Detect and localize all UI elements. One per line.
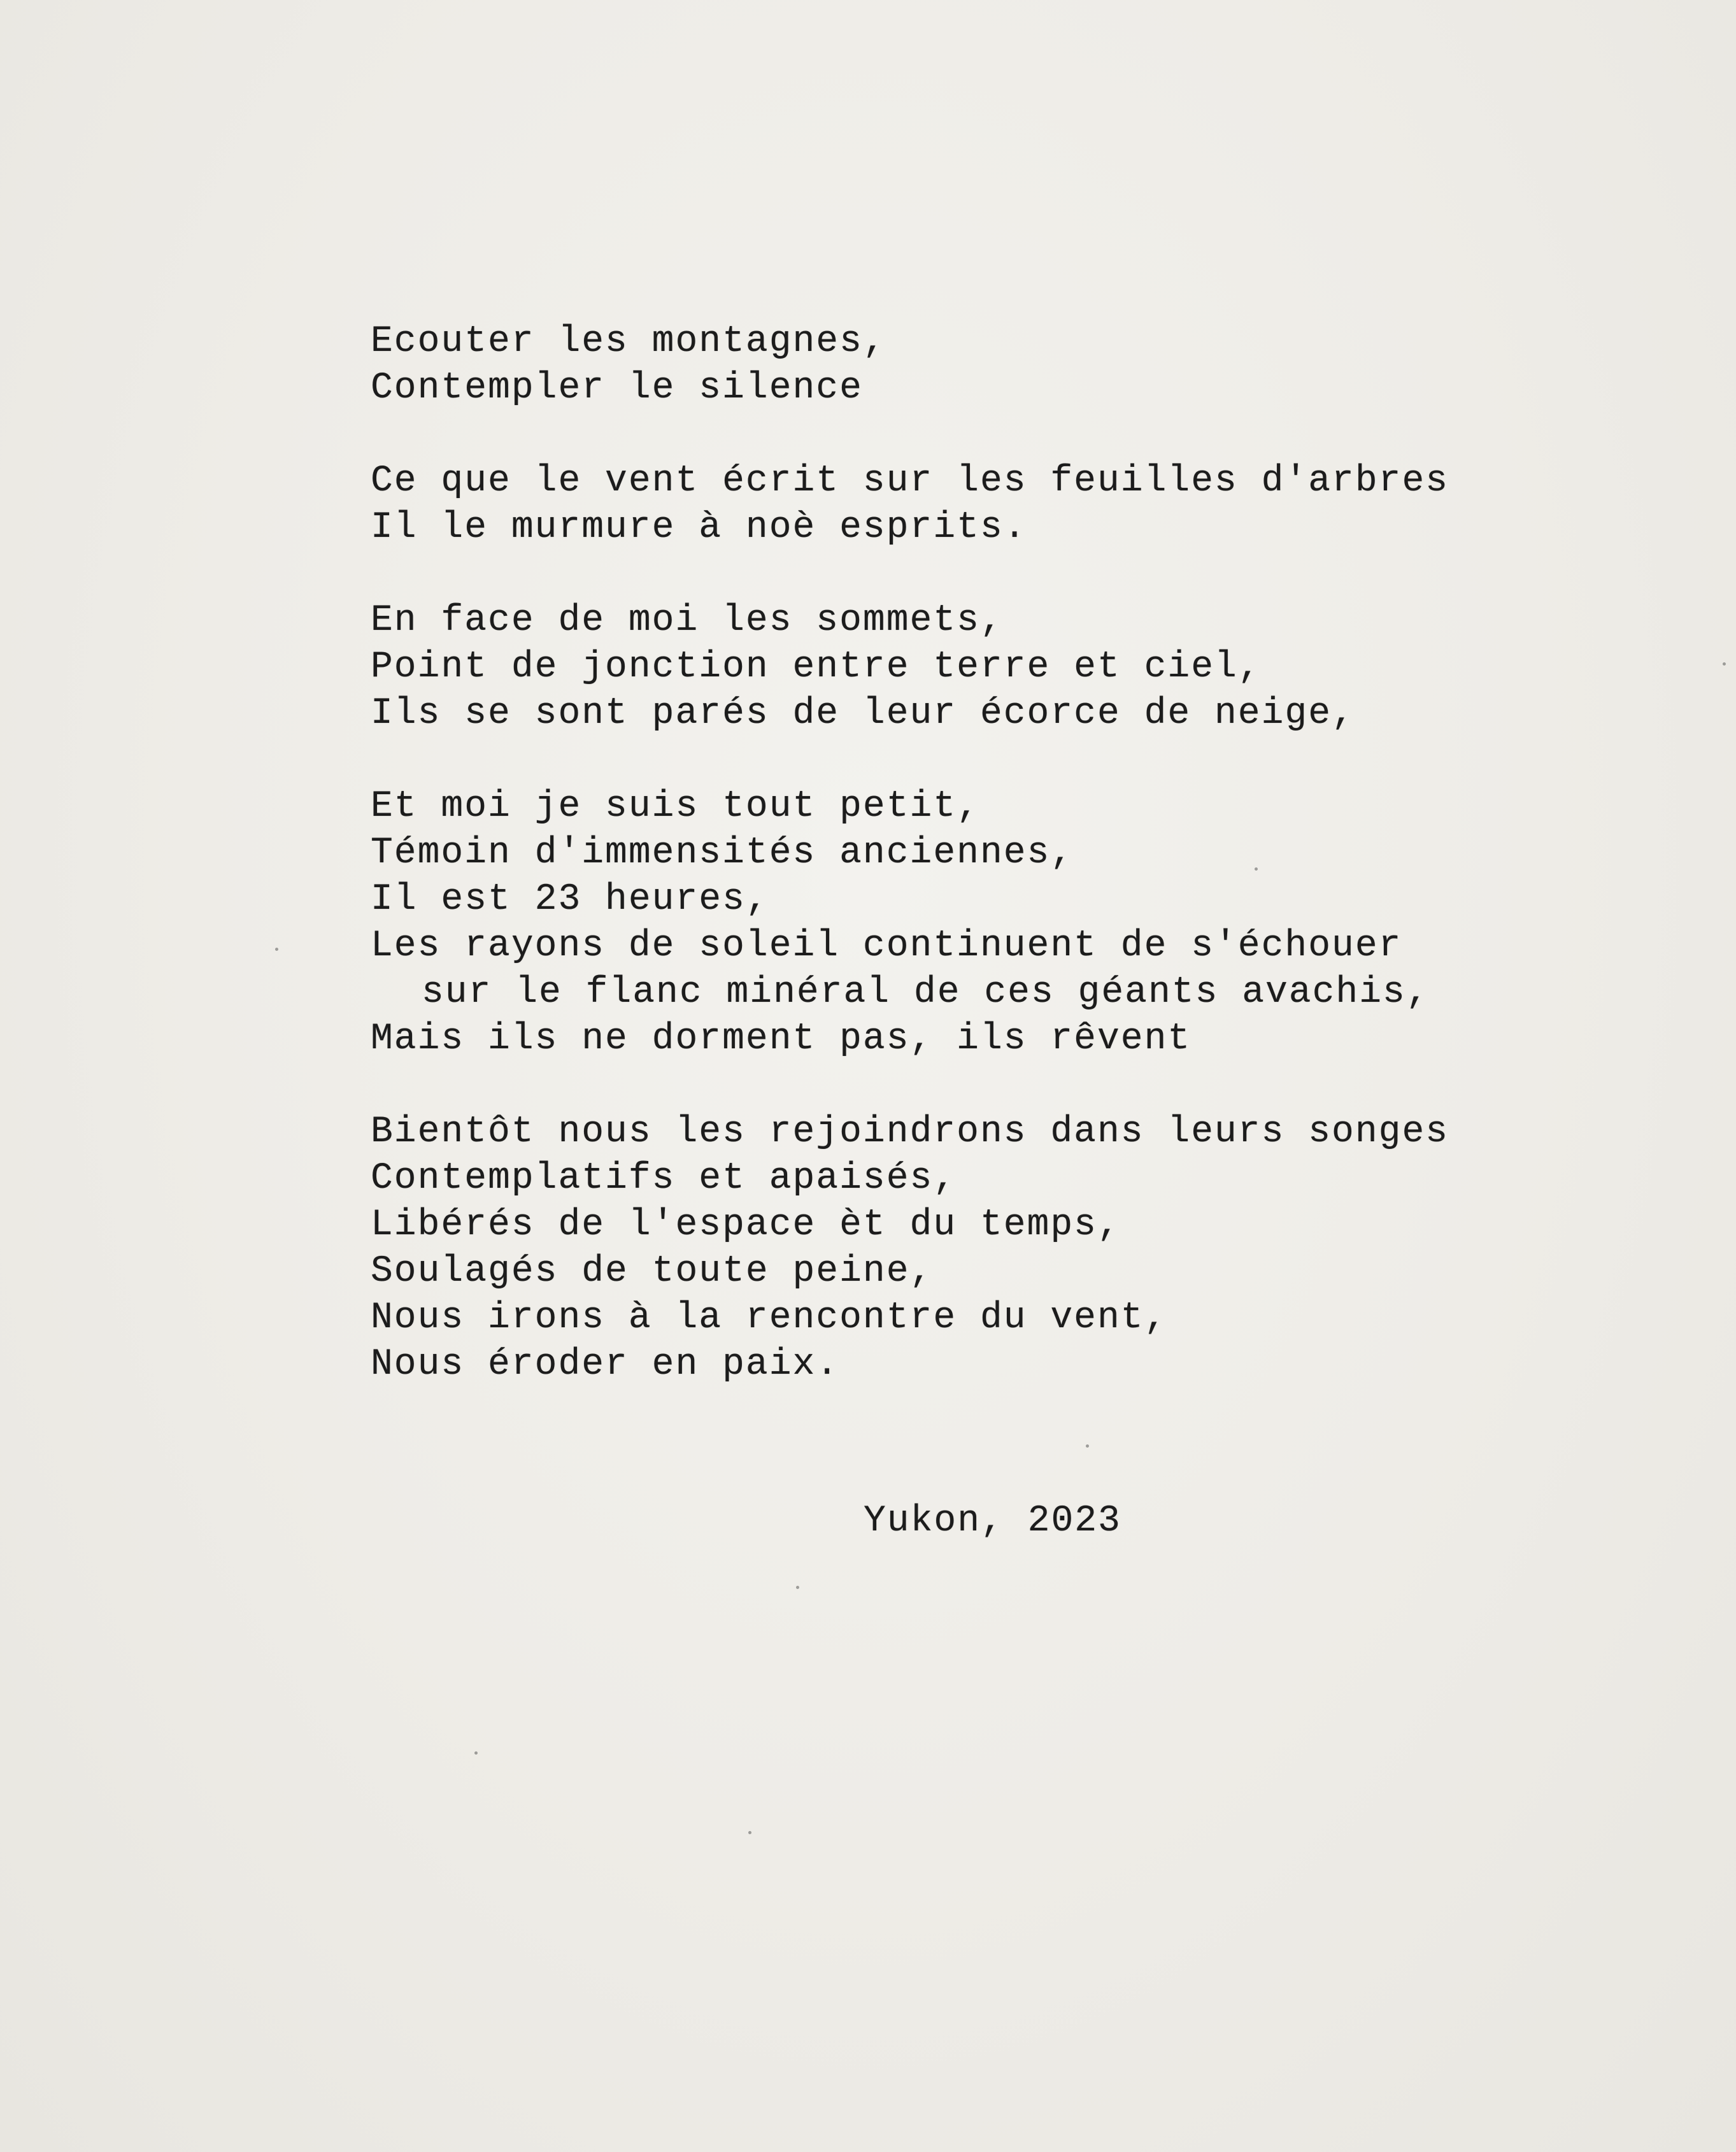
poem-line: Nous irons à la rencontre du vent, [371, 1297, 1168, 1339]
poem-line: Ce que le vent écrit sur les feuilles d'arbres [371, 460, 1449, 502]
paper-speck [796, 1586, 799, 1589]
signature-place-date: Yukon, 2023 [864, 1500, 1121, 1542]
paper-speck [1723, 662, 1726, 666]
paper-speck [1086, 1444, 1089, 1448]
stanza-3 [371, 597, 1581, 737]
stanza-2 [371, 458, 1581, 551]
poem-line: Bientôt nous les rejoindrons dans leurs songes [371, 1111, 1449, 1153]
poem-line: Témoin d'immensités anciennes, [371, 832, 1074, 874]
poem-line-indented: sur le flanc minéral de ces géants avachis, [422, 972, 1430, 1013]
stanza-5 [371, 1109, 1581, 1388]
paper-speck [275, 948, 278, 951]
poem-line: Nous éroder en paix. [371, 1344, 840, 1385]
stanza-4 [371, 783, 1581, 1062]
paper-speck [474, 1751, 478, 1755]
paper-speck [1255, 867, 1258, 871]
poem-line: Contemplatifs et apaisés, [371, 1158, 957, 1199]
poem-line: Les rayons de soleil continuent de s'échouer [371, 925, 1402, 967]
poem-line: Soulagés de toute peine, [371, 1251, 934, 1292]
stanza-1 [371, 318, 1581, 411]
poem-line: Et moi je suis tout petit, [371, 786, 980, 827]
poem [371, 318, 1581, 1434]
poem-line: Contempler le silence [371, 367, 863, 409]
poem-line: Il est 23 heures, [371, 879, 769, 920]
poem-line: Mais ils ne dorment pas, ils rêvent [371, 1018, 1192, 1060]
poem-line: Ecouter les montagnes, [371, 321, 886, 362]
poem-line: En face de moi les sommets, [371, 600, 1004, 641]
paper-speck [748, 1831, 751, 1834]
poem-line: Ils se sont parés de leur écorce de neige, [371, 693, 1355, 734]
poem-line: Point de jonction entre terre et ciel, [371, 646, 1262, 688]
poem-line: Il le murmure à noè esprits. [371, 507, 1027, 548]
poem-line: Libérés de l'espace èt du temps, [371, 1204, 1121, 1246]
